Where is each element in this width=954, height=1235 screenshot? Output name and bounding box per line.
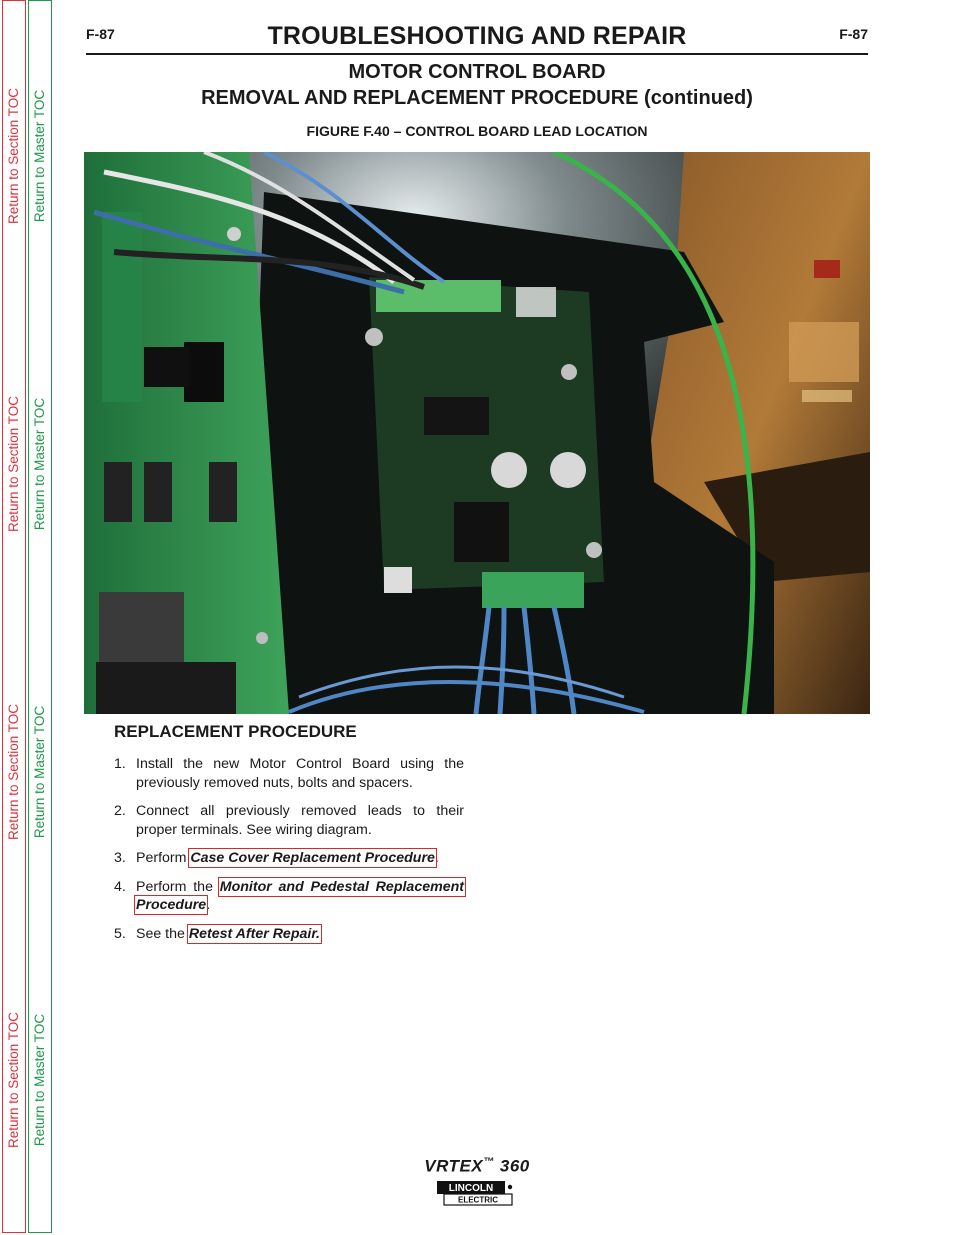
step-number: 1. xyxy=(114,756,126,772)
step-text: Connect all previously removed leads to their proper terminals. See wiring diagram. xyxy=(136,803,464,838)
step-number: 2. xyxy=(114,803,126,819)
trademark-symbol: ™ xyxy=(483,1156,495,1168)
return-to-section-toc-link-1[interactable]: Return to Section TOC xyxy=(6,87,21,225)
product-brand: VRTEX xyxy=(424,1156,484,1176)
step-2 xyxy=(114,802,464,839)
step-text-prefix: See the xyxy=(136,925,189,942)
retest-after-repair-link[interactable]: Retest After Repair. xyxy=(188,925,321,942)
lincoln-electric-logo xyxy=(436,1180,514,1206)
step-number: 5. xyxy=(114,925,126,942)
case-cover-replacement-link[interactable]: Case Cover Replacement Procedure xyxy=(190,850,435,866)
step-text: Install the new Motor Control Board using the previously removed nuts, bolts and spacers. xyxy=(136,756,464,791)
step-text-prefix: Perform xyxy=(136,850,191,866)
product-name xyxy=(0,1156,954,1177)
step-text-suffix: . xyxy=(434,850,439,866)
product-model: 360 xyxy=(499,1156,530,1176)
subtitle-board-name: MOTOR CONTROL BOARD xyxy=(348,61,606,83)
step-5 xyxy=(114,925,464,944)
figure-caption: FIGURE F.40 – CONTROL BOARD LEAD LOCATION xyxy=(306,123,648,139)
subtitle-procedure: REMOVAL AND REPLACEMENT PROCEDURE (continued) xyxy=(201,87,753,109)
step-4 xyxy=(114,878,464,915)
page-number-left: F-87 xyxy=(86,26,115,42)
step-3 xyxy=(114,849,464,868)
replacement-steps-list xyxy=(114,755,464,953)
return-to-master-toc-link-3[interactable]: Return to Master TOC xyxy=(32,705,47,839)
logo-text-top: LINCOLN xyxy=(448,1183,494,1194)
step-number: 4. xyxy=(114,878,126,895)
step-text-suffix: . xyxy=(206,897,211,913)
control-board-photo-illustration xyxy=(84,152,870,714)
page-number-right: F-87 xyxy=(839,26,868,42)
return-to-section-toc-link-4[interactable]: Return to Section TOC xyxy=(6,1011,21,1149)
return-to-master-toc-link-4[interactable]: Return to Master TOC xyxy=(32,1013,47,1147)
return-to-master-toc-link-1[interactable]: Return to Master TOC xyxy=(32,89,47,223)
section-toc-column xyxy=(2,0,26,1233)
logo-text-bottom: ELECTRIC xyxy=(458,1195,498,1205)
return-to-section-toc-link-3[interactable]: Return to Section TOC xyxy=(6,703,21,841)
replacement-procedure-heading: REPLACEMENT PROCEDURE xyxy=(114,722,357,741)
return-to-section-toc-link-2[interactable]: Return to Section TOC xyxy=(6,395,21,533)
step-text-prefix: Perform the xyxy=(136,878,220,895)
title-divider xyxy=(86,53,868,55)
step-1 xyxy=(114,755,464,792)
monitor-pedestal-replacement-link[interactable]: Monitor and Pedestal Replacement Procedure xyxy=(136,878,464,913)
master-toc-column xyxy=(28,0,52,1233)
return-to-master-toc-link-2[interactable]: Return to Master TOC xyxy=(32,397,47,531)
step-number: 3. xyxy=(114,850,126,866)
control-board-photo xyxy=(84,152,870,714)
page-title: TROUBLESHOOTING AND REPAIR xyxy=(267,22,687,50)
